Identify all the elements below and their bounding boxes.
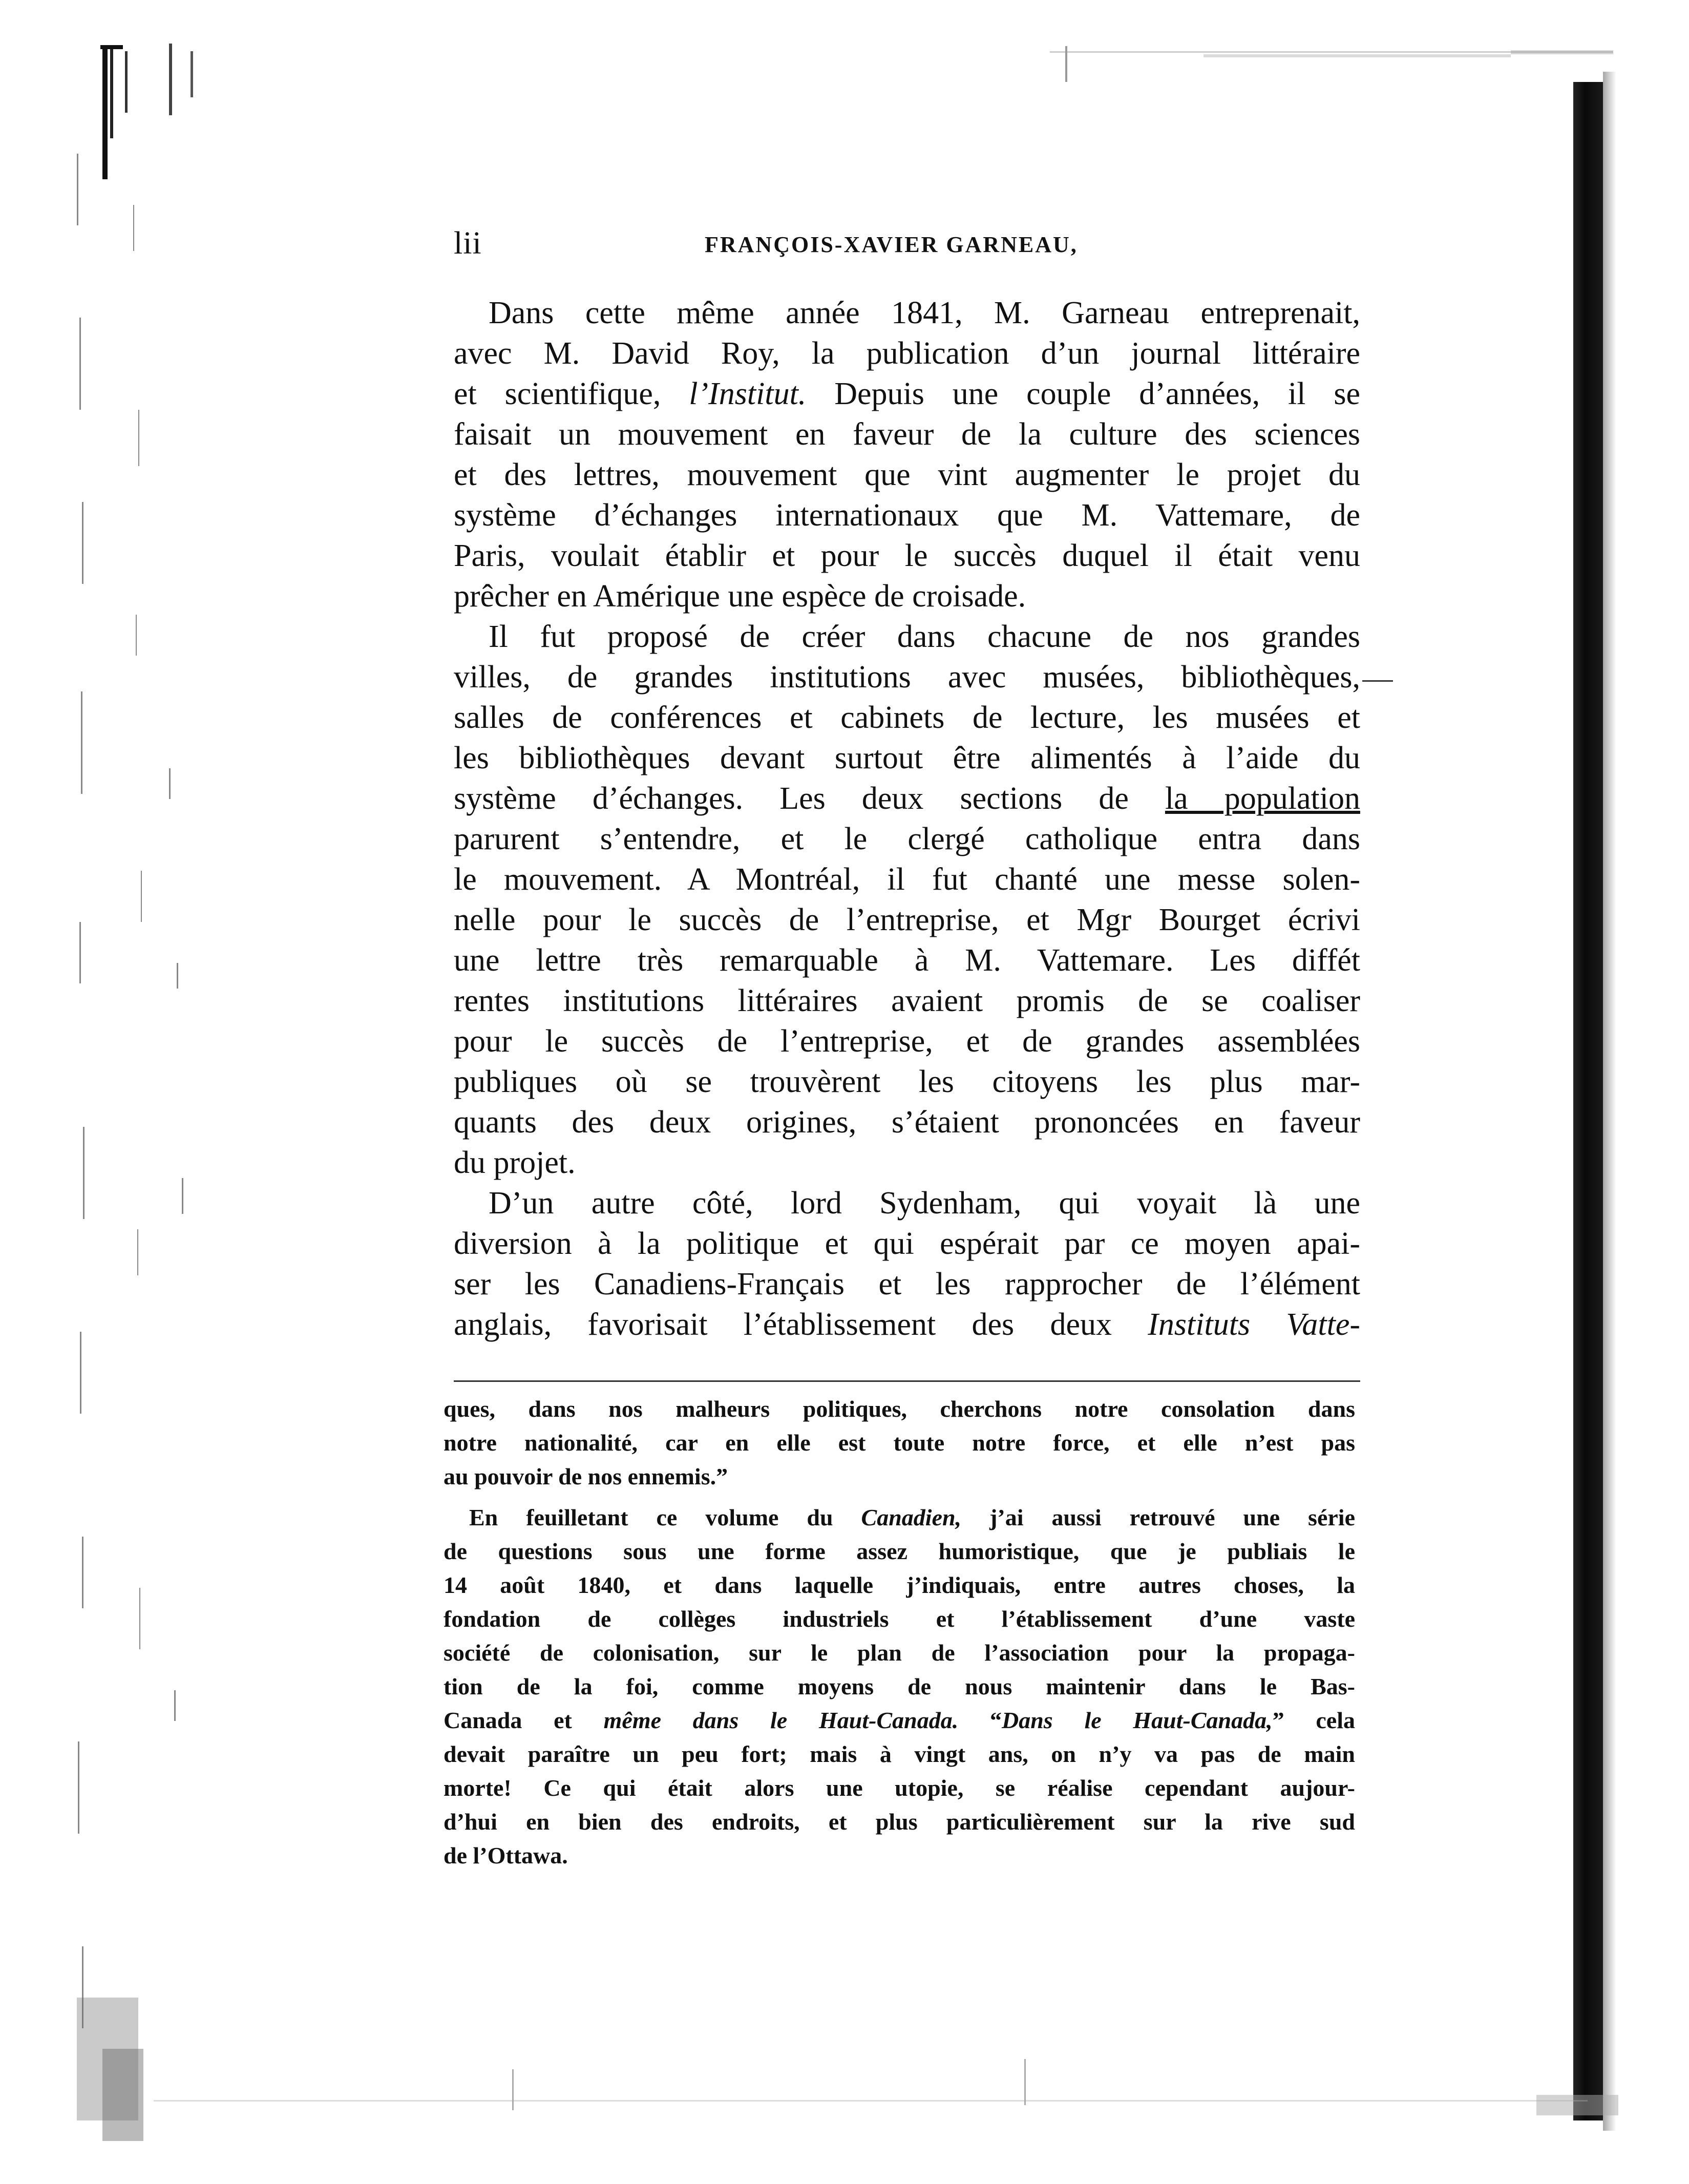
footnote-gap	[444, 1494, 1355, 1501]
footnote-rule	[454, 1380, 1360, 1382]
page-edge-shadow	[1603, 72, 1616, 2131]
footnotes	[444, 1392, 1355, 1873]
footnote-line: au pouvoir de nos ennemis.”	[444, 1463, 728, 1489]
body-line: D’un autre côté, lord Sydenham, qui voyait là une	[489, 1186, 1360, 1221]
footnote-line: ques, dans nos malheurs politiques, cherchons notre consolation dans	[444, 1396, 1355, 1422]
footnote-line: devait paraître un peu fort; mais à vingt ans, on n’y va pas de main	[444, 1741, 1355, 1767]
footnote-text-run: En feuilletant ce volume du	[469, 1504, 861, 1530]
body-line: prêcher en Amérique une espèce de croisade.	[454, 579, 1026, 614]
body-text	[454, 293, 1360, 1345]
body-line: Il fut proposé de créer dans chacune de nos grandes	[489, 619, 1360, 654]
body-line: Paris, voulait établir et pour le succès duquel il était venu	[454, 538, 1360, 573]
body-line: faisait un mouvement en faveur de la culture des sciences	[454, 417, 1360, 452]
footnote-text-run: “	[958, 1707, 1002, 1733]
body-text-run: système d’échanges. Les deux sections de	[454, 781, 1165, 816]
body-line: et des lettres, mouvement que vint augmenter le projet du	[454, 457, 1360, 492]
scan-noise-bottom	[154, 2039, 1639, 2141]
underlined-phrase: la population	[1165, 781, 1360, 816]
footnote-line: société de colonisation, sur le plan de l’association pour la propaga-	[444, 1640, 1355, 1666]
body-line: diversion à la politique et qui espérait par ce moyen apai-	[454, 1226, 1360, 1261]
footnote-line	[444, 1704, 1355, 1737]
running-title: FRANÇOIS-XAVIER GARNEAU,	[705, 232, 1078, 257]
body-line: avec M. David Roy, la publication d’un journal littéraire	[454, 336, 1360, 371]
body-line	[454, 779, 1360, 819]
footnote-line: d’hui en bien des endroits, et plus particulièrement sur la rive sud	[444, 1809, 1355, 1835]
footnote-text-run: Canada et	[444, 1707, 604, 1733]
body-line: quants des deux origines, s’étaient prononcées en faveur	[454, 1105, 1360, 1140]
running-head	[454, 225, 1360, 271]
body-line: rentes institutions littéraires avaient promis de se coaliser	[454, 983, 1360, 1018]
footnote-text-run: ” cela	[1272, 1707, 1355, 1733]
scan-noise-top	[1050, 41, 1664, 82]
footnote-line: 14 août 1840, et dans laquelle j’indiquais, entre autres choses, la	[444, 1572, 1355, 1598]
body-line: nelle pour le succès de l’entreprise, et Mgr Bourget écrivi	[454, 902, 1360, 937]
footnote-line: notre nationalité, car en elle est toute notre force, et elle n’est pas	[444, 1430, 1355, 1456]
footnote-line: tion de la foi, comme moyens de nous maintenir dans le Bas-	[444, 1673, 1355, 1699]
body-line: pour le succès de l’entreprise, et de grandes assemblées	[454, 1024, 1360, 1059]
body-line: du projet.	[454, 1145, 576, 1180]
body-line: villes, de grandes institutions avec musées, bibliothèques,	[454, 660, 1360, 695]
footnote-line: morte! Ce qui était alors une utopie, se réalise cependant aujour-	[444, 1775, 1355, 1801]
body-text-run: anglais, favorisait l’établissement des deux	[454, 1307, 1148, 1342]
body-line: salles de conférences et cabinets de lecture, les musées et	[454, 700, 1360, 735]
page-number: lii	[454, 226, 482, 261]
body-line: les bibliothèques devant surtout être alimentés à l’aide du	[454, 741, 1360, 775]
body-line: le mouvement. A Montréal, il fut chanté une messe solen-	[454, 862, 1360, 897]
scan-noise-left	[0, 0, 215, 2184]
footnote-line	[444, 1501, 1355, 1535]
institutes-italic: Instituts Vatte-	[1148, 1307, 1361, 1342]
body-line: système d’échanges internationaux que M. Vattemare, de	[454, 498, 1360, 533]
body-line: ser les Canadiens-Français et les rapprocher de l’élément	[454, 1267, 1360, 1301]
footnote-line: fondation de collèges industriels et l’établissement d’une vaste	[444, 1606, 1355, 1632]
journal-title-italic: l’Institut.	[689, 376, 807, 411]
body-text-run: et scientifique,	[454, 376, 689, 411]
body-line: parurent s’entendre, et le clergé catholique entra dans	[454, 822, 1360, 856]
footnote-line: de l’Ottawa.	[444, 1842, 568, 1868]
newspaper-title-italic: Canadien,	[861, 1504, 962, 1530]
body-line: publiques où se trouvèrent les citoyens les plus mar-	[454, 1064, 1360, 1099]
footnote-italic: même dans le Haut-Canada.	[603, 1707, 959, 1733]
body-line	[454, 374, 1360, 414]
footnote-text-run: j’ai aussi retrouvé une série	[961, 1504, 1355, 1530]
body-line: une lettre très remarquable à M. Vattemare. Les diffét	[454, 943, 1360, 978]
page-edge-bar	[1573, 82, 1603, 2120]
body-line: Dans cette même année 1841, M. Garneau entreprenait,	[489, 296, 1360, 330]
body-text-run: Depuis une couple d’années, il se	[806, 376, 1360, 411]
footnote-italic: Dans le Haut-Canada,	[1001, 1707, 1273, 1733]
body-line	[454, 1305, 1360, 1345]
footnote-line: de questions sous une forme assez humoristique, que je publiais le	[444, 1538, 1355, 1564]
margin-pen-stroke	[1362, 680, 1393, 682]
